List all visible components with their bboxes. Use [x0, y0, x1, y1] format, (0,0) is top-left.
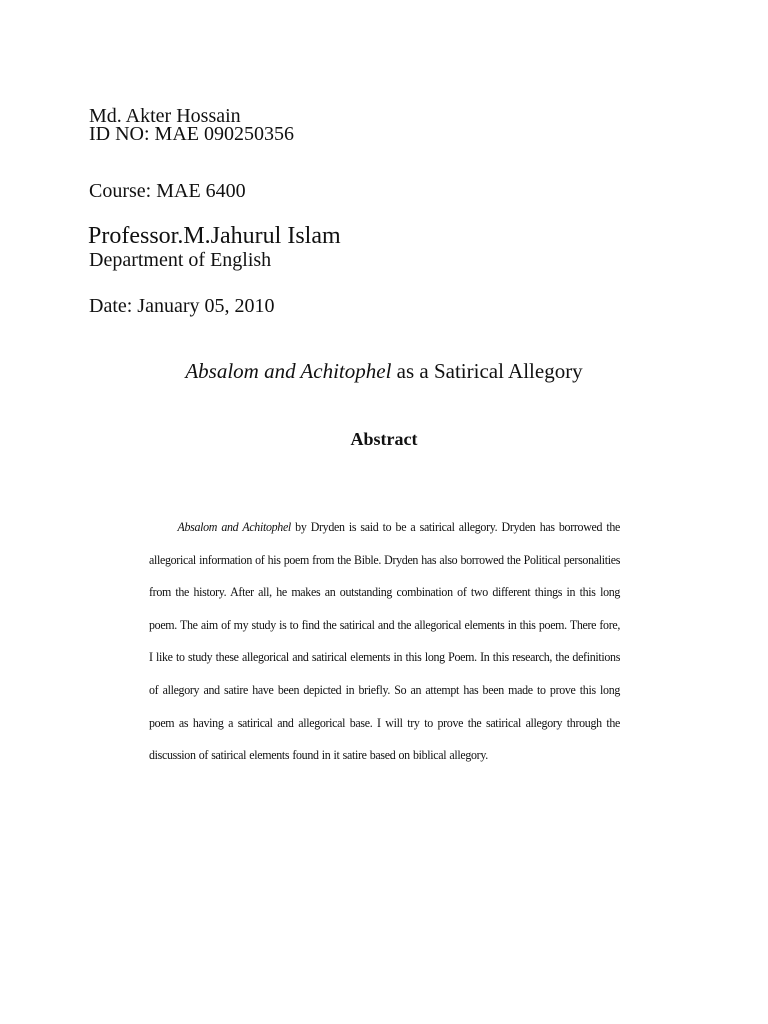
abstract-body-text: by Dryden is said to be a satirical allegory. Dryden has borrowed the allegorical information of his poem from the Bible. Dryden has also borrowed the Political personalities from the history. After all, he makes an outstanding combination of two different things in this long poem. The aim of my study is to find the satirical and the allegorical elements in this poem. There fore, I like to study these allegorical and satirical elements in this long Poem. In this research, the definitions of allegory and satire have been depicted in briefly. So an attempt has been made to prove this long poem as having a satirical and allegorical base. I will try to prove the satirical allegory through the discussion of satirical elements found in it satire based on biblical allegory.	[149, 519, 621, 763]
professor-name: Professor.M.Jahurul Islam	[88, 223, 341, 249]
abstract-heading: Abstract	[350, 429, 418, 449]
abstract-italic-title: Absalom and Achitophel	[177, 519, 291, 534]
author-name: Md. Akter Hossain	[89, 105, 241, 127]
course-line: Course: MAE 6400	[89, 180, 246, 202]
paper-title-rest: as a Satirical Allegory	[391, 359, 583, 383]
department-name: Department of English	[89, 249, 272, 271]
abstract-paragraph	[149, 511, 620, 772]
author-id: ID NO: MAE 090250356	[89, 123, 294, 145]
paper-title	[0, 361, 768, 382]
date-line: Date: January 05, 2010	[89, 295, 275, 317]
paper-title-italic: Absalom and Achitophel	[185, 359, 392, 383]
